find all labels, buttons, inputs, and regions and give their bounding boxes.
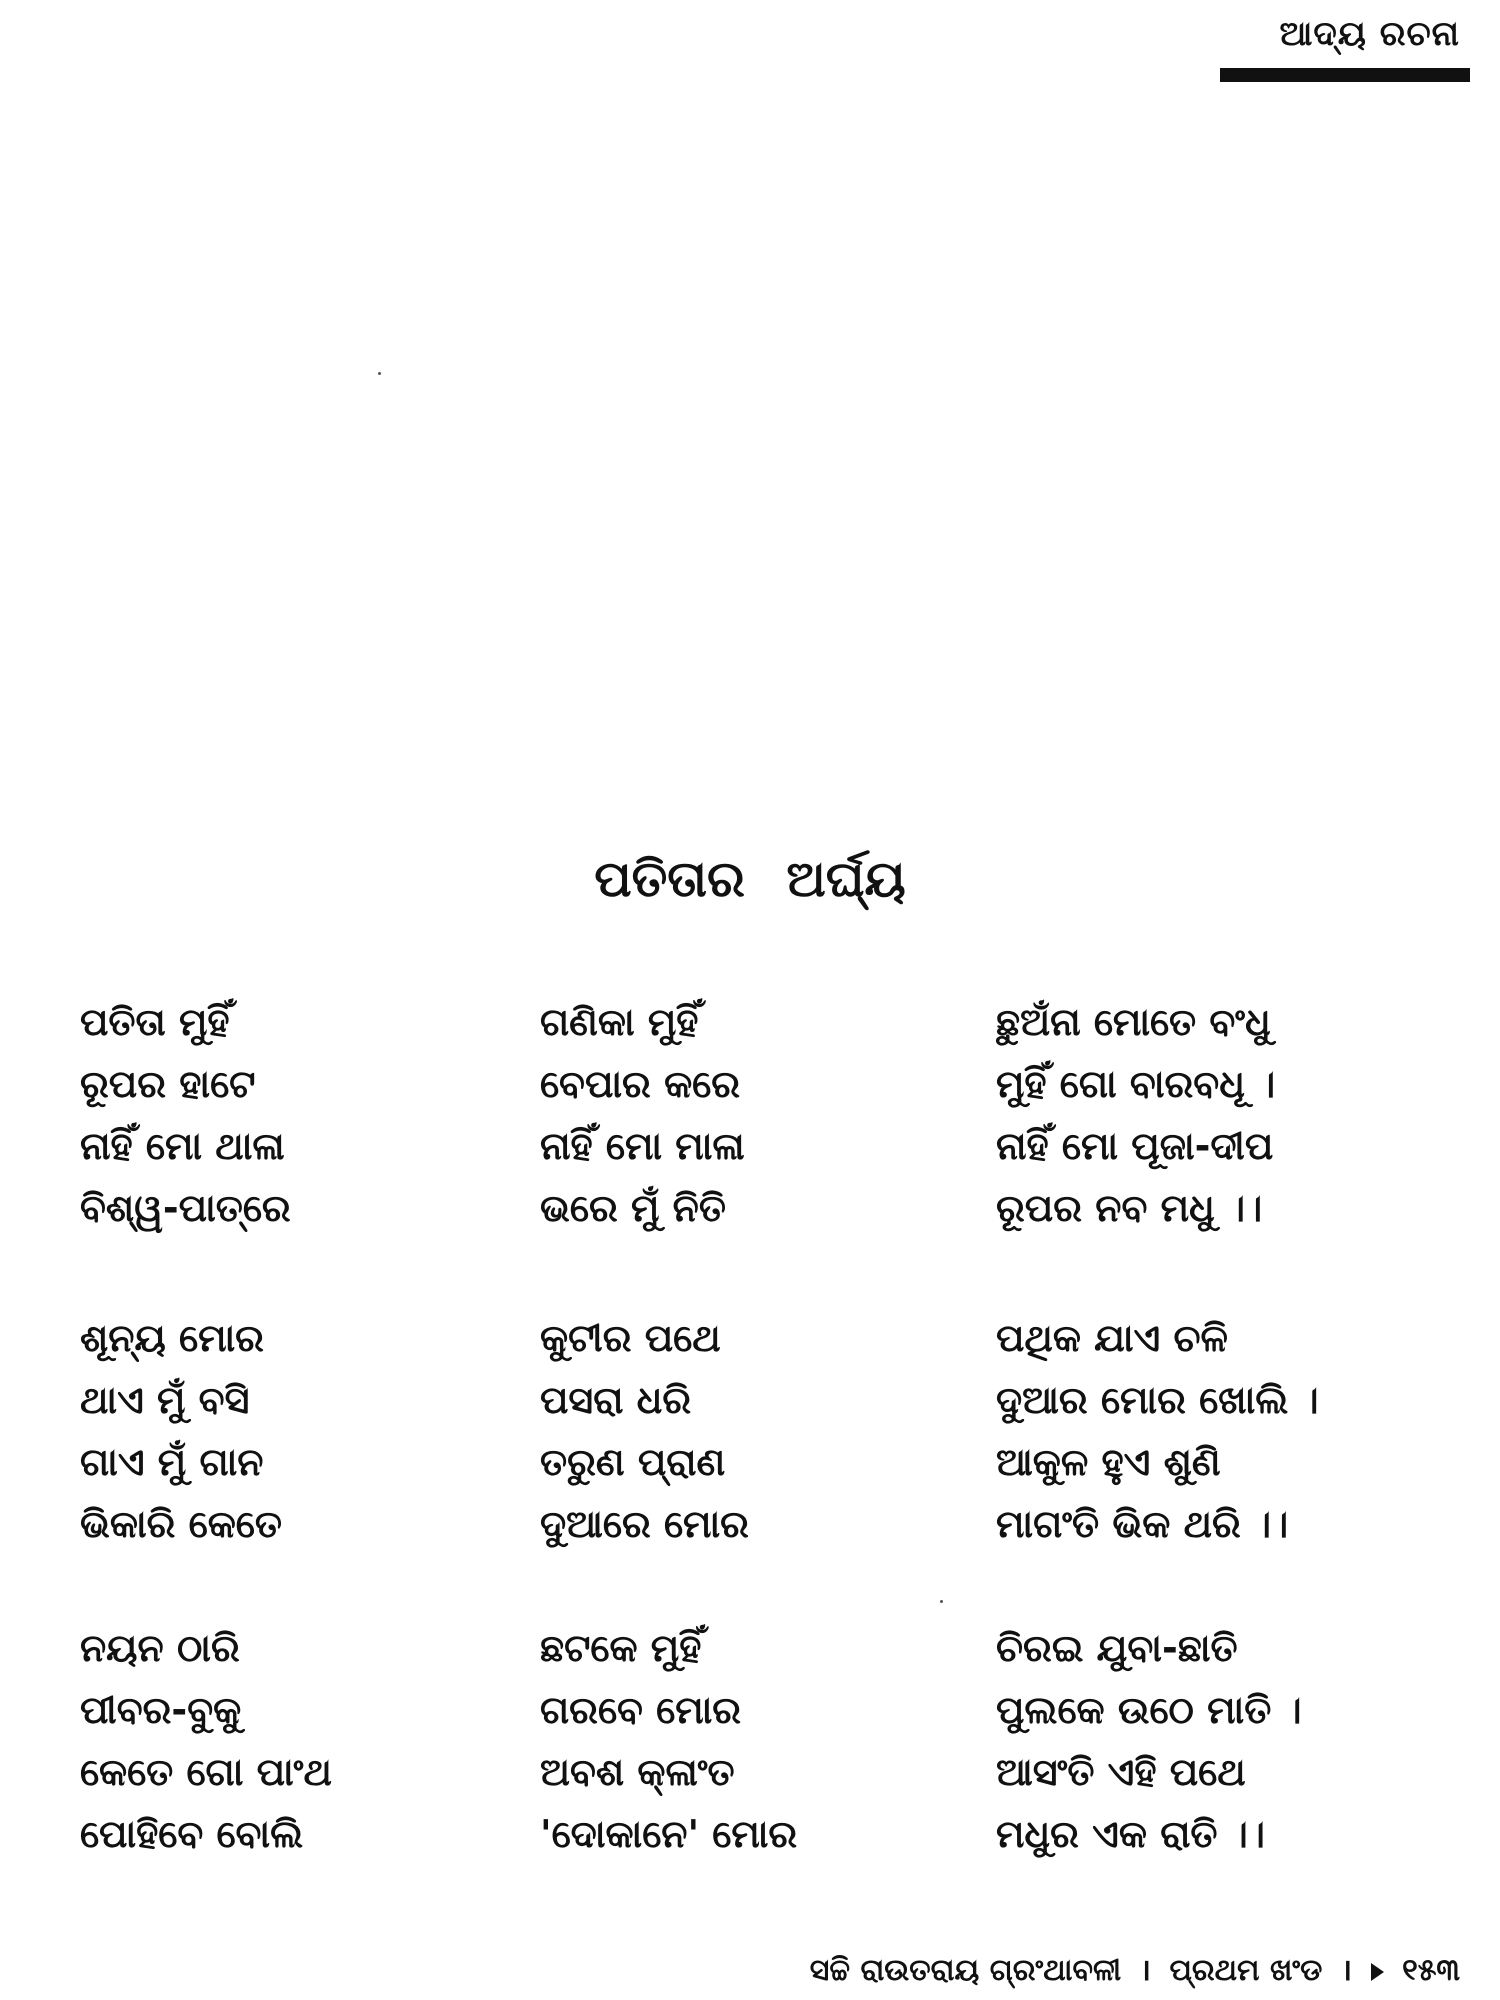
verse-segment: ରୂପର ହାଟେ	[80, 1062, 256, 1106]
verse-segment: ନାହିଁ ମୋ ଥାଳା	[80, 1124, 285, 1168]
verse-line	[80, 1000, 1440, 1062]
verse-segment: ପସରା ଧରି	[540, 1378, 692, 1422]
verse-line	[80, 1812, 1440, 1874]
verse-segment: ଭିକାରି କେତେ	[80, 1502, 282, 1546]
section-label: ଆଦ୍ୟ ରଚନା	[1279, 14, 1460, 54]
print-speck	[378, 372, 381, 375]
footer-separator: ।	[1139, 1953, 1151, 1988]
verse-segment: ନୟନ ଠାରି	[80, 1626, 240, 1670]
verse-segment: ଆକୁଳ ହୁଏ ଶୁଣି	[996, 1440, 1221, 1484]
triangle-marker-icon	[1371, 1963, 1384, 1981]
page-footer	[806, 1948, 1464, 1989]
verse-segment: ଥାଏ ମୁଁ ବସି	[80, 1378, 250, 1422]
verse-segment: ରୂପର ନବ ମଧୁ ।।	[996, 1186, 1263, 1230]
verse-segment: ନାହିଁ ମୋ ପୂଜା-ଦୀପ	[996, 1124, 1274, 1168]
verse-line	[80, 1626, 1440, 1688]
verse-line	[80, 1688, 1440, 1750]
verse-segment: ଶୂନ୍ୟ ମୋର	[80, 1316, 264, 1360]
verse-line	[80, 1316, 1440, 1378]
verse-segment: ଚିରଇ ଯୁବା-ଛାତି	[996, 1626, 1238, 1670]
verse-segment: ବିଶ୍ୱ-ପାତ୍ରେ	[80, 1186, 291, 1230]
verse-line	[80, 1124, 1440, 1186]
verse-segment: ଗରବେ ମୋର	[540, 1688, 742, 1732]
verse-segment: ମଧୁର ଏକ ରାତି ।।	[996, 1812, 1265, 1856]
stanza	[80, 1316, 1440, 1564]
verse-line	[80, 1378, 1440, 1440]
book-title: ସଚ୍ଚି ରାଉତରାୟ ଗ୍ରଂଥାବଳୀ	[809, 1953, 1122, 1988]
poem-title: ପତିତାର ଅର୍ଘ୍ୟ	[594, 850, 906, 908]
verse-segment: ମାଗଂତି ଭିକ ଥରି ।।	[996, 1502, 1289, 1546]
verse-segment: ବେପାର କରେ	[540, 1062, 741, 1106]
verse-segment: ଭରେ ମୁଁ ନିତି	[540, 1186, 726, 1230]
verse-segment: ମୁହିଁ ଗୋ ବାରବଧୂ ।	[996, 1062, 1276, 1106]
verse-segment: ନାହିଁ ମୋ ମାଳା	[540, 1124, 745, 1168]
verse-segment: ପୁଲକେ ଉଠେ ମାତି ।	[996, 1688, 1302, 1732]
verse-segment: ଗାଏ ମୁଁ ଗାନ	[80, 1440, 264, 1484]
verse-segment: ପୀବର-ବୁକୁ	[80, 1688, 242, 1732]
verse-line	[80, 1062, 1440, 1124]
verse-segment: ଅବଶ କ୍ଳାଂତ	[540, 1750, 735, 1794]
verse-segment: କେତେ ଗୋ ପାଂଥ	[80, 1750, 332, 1794]
verse-segment: ଦୁଆର ମୋର ଖୋଲି ।	[996, 1378, 1319, 1422]
verse-segment: ଛଟକେ ମୁହିଁ	[540, 1626, 702, 1670]
verse-segment: ପଥିକ ଯାଏ ଚଳି	[996, 1316, 1228, 1360]
verse-segment: ପୋହିବେ ବୋଲି	[80, 1812, 304, 1856]
verse-line	[80, 1186, 1440, 1248]
header-rule	[1220, 68, 1470, 82]
verse-segment: ଆସଂତି ଏହି ପଥେ	[996, 1750, 1246, 1794]
verse-line	[80, 1440, 1440, 1502]
footer-separator: ।	[1340, 1953, 1353, 1988]
verse-segment: ପତିତା ମୁହିଁ	[80, 1000, 230, 1044]
verse-segment: ତରୁଣ ପ୍ରାଣ	[540, 1440, 726, 1484]
verse-line	[80, 1750, 1440, 1812]
verse-line	[80, 1502, 1440, 1564]
verse-segment: 'ଦୋକାନେ' ମୋର	[540, 1812, 798, 1856]
verse-segment: କୁଟୀର ପଥେ	[540, 1316, 721, 1360]
stanza	[80, 1000, 1440, 1248]
verse-segment: ଦୁଆରେ ମୋର	[540, 1502, 749, 1546]
stanza	[80, 1626, 1440, 1874]
verse-segment: ଛୁଅଁନା ମୋତେ ବଂଧୁ	[996, 1000, 1271, 1044]
verse-segment: ଗଣିକା ମୁହିଁ	[540, 1000, 699, 1044]
page-number: ୧୫୩	[1402, 1953, 1460, 1988]
volume-label: ପ୍ରଥମ ଖଂଡ	[1169, 1953, 1323, 1988]
print-speck	[940, 1600, 943, 1603]
